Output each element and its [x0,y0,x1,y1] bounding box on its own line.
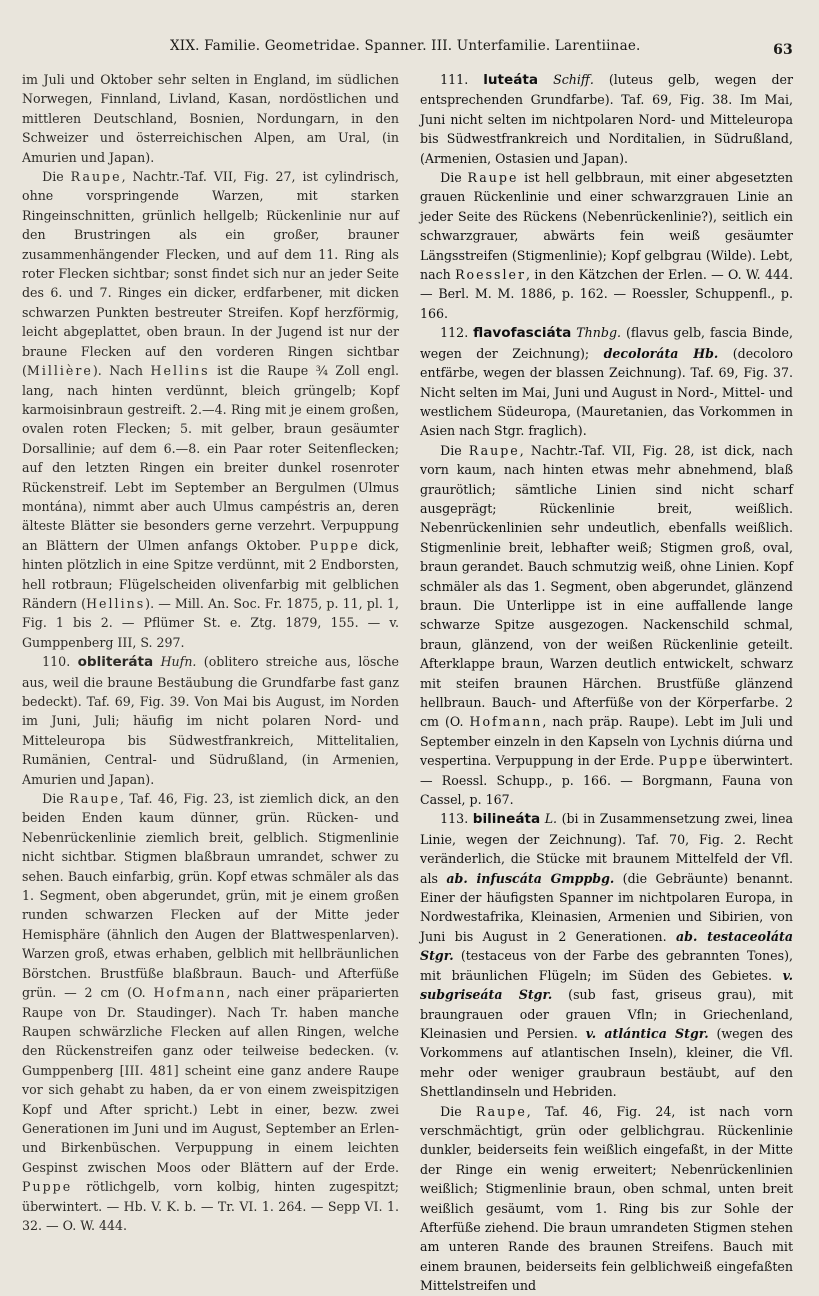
text-run: (die Gebräunte) benannt. Einer der häufigsten Spanner im nichtpolaren Europa, in Nordwestafrika, Kleinasien, Armenien und Sibirien, von Juni bis August in 2 Generationen. [420,870,793,944]
text-run: rötlichgelb, vorn kolbig, hinten zugespitzt; überwintert. — Hb. V. K. b. — Tr. VI. 1. 264. — Sepp VI. 1. 32. — O. W. 444. [22,1179,399,1233]
running-title: XIX. Familie. Geometridae. Spanner. III. Unterfamilie. Larentiinae. [170,38,641,54]
entry-number: 111. [440,72,484,87]
text-run: überwintert. — Roessl. Schupp., p. 166. — Borgmann, Fauna von Cassel, p. 167. [420,753,793,808]
text-run: , in den Kätzchen der Erlen. — O. W. 444. — Berl. M. M. 1886, p. 162. — Roessler, Schuppenfl., p. 166. [420,267,793,321]
text-run: (testaceus von der Farbe des gebrannten Tones), mit bräunlichen Flügeln; im Süden des Gebietes. [420,948,793,983]
species-author: Schiff. [538,72,594,87]
species-name: luteáta [483,72,539,88]
left-column [22,70,400,1233]
species-name: obliteráta [77,654,154,671]
column-gutter [408,70,409,1190]
aberration-name: ab. testaceoláta Stgr. [420,928,793,964]
text-run: , Taf. 46, Fig. 24, ist nach vorn verschmächtigt, grün oder gelblichgrau. Rückenlinie dunkler, beiderseits fein weißlich eingefaßt, in der Mitte der Ringe ein wenig erweitert; Nebenrückenlinien weißlich; Stigmenlinie braun, oben schmal, unten breit weißlich gesäumt, vom 1. Ring bis zur Sohle der Afterfüße ziehend. Die braun umrandeten Stigmen stehen am unteren Rande des braunen Streifens. Bauch mit einem braunen, beiderseits fein gelblichweiß eingefaßten Mittelstreifen und [420,1103,793,1294]
synonym-name: decoloráta Hb. [603,345,719,361]
text-run: , nach einer präparierten Raupe von Dr. Staudinger). Nach Tr. haben manche Raupen schwärzliche Flecken auf allen Ringen, welche den Rückenstreifen ganz oder teilweise bedecken. (v. Gumppenberg [III. 481] scheint eine ganz andere Raupe vor sich gehabt zu haben, da er von einem zweispitzigen Kopf und After spricht.) Lebt in einer, bezw. zwei Generationen im Juni und im August, September an Erlen- und Birkenbüschen. Verpuppung in einem leichten Gespinst zwischen Moos oder Blättern auf der Erde. [22,985,399,1175]
paragraph-continuation: im Juli und Oktober sehr selten in England, im südlichen Norwegen, Finnland, Livland, Kasan, nordöstlichen und mittleren Deutschland, Bosnien, Nordungarn, in den Schweizer und österreichischen Alpen, am Ural, (in Amurien und Japan). [22,72,399,165]
text-run: Die [440,170,468,186]
page-number: 63 [773,42,793,58]
text-run: (oblitero streiche aus, lösche aus, weil die braune Bestäubung die Grundfarbe fast ganz bedeckt). Taf. 69, Fig. 39. Von Mai bis August, im Norden im Juni, Juli; häufig im nicht polaren Nord- und Mitteleuropa bis Südwestfrankreich, Mittelitalien, Rumänien, Central- und Südrußland, (in Armenien, Amurien und Japan). [22,654,400,787]
species-author: Hufn. [153,654,197,670]
running-header [0,30,819,60]
species-entry-110 [22,652,399,789]
text-run: , nach präp. Raupe). Lebt im Juli und September einzeln in den Kapseln von Lychnis diúrna und vespertina. Verpuppung in der Erde. [420,714,793,769]
text-run: ). — Mill. An. Soc. Fr. 1875, p. 11, pl. 1, Fig. 1 bis 2. — Pflümer St. e. Ztg. 1879, 155. — v. Gumppenberg III, S. 297. [22,595,399,650]
text-run: Die [440,442,469,458]
text-run: Die [42,791,70,807]
text-run: (sub fast, griseus grau), mit braungrauen oder grauen Vfln; in Griechenland, Kleinasien und Persien. [420,987,794,1041]
text-run: (flavus gelb, fascia Binde, wegen der Zeichnung); [420,325,794,361]
text-run: , Nachtr.-Taf. VII, Fig. 28, ist dick, nach vorn kaum, nach hinten etwas mehr abnehmend, blaß graurötlich; sämtliche Linien sind nicht scharf ausgeprägt; Rückenlinie breit, weißlich. Nebenrückenlinien sehr undeutlich, ebenfalls weißlich. Stigmenlinie breit, lebhafter weiß; Stigmen groß, oval, braun gerandet. Bauch schmutzig weiß, ohne Linien. Kopf schmäler als das 1. Segment, oben abgerundet, glänzend braun. Die Unterlippe ist in eine auffallende lange schwarze Spitze ausgezogen. Nackenschild schmal, braun, glänzend, von der weißen Rückenlinie geteilt. Afterklappe braun, Warzen deutlich entwickelt, schwarz mit steifen braunen Härchen. Brustfüße glänzend hellbraun. Bauch- und Afterfüße von der Körperfarbe. 2 cm (O. [420,442,793,730]
author-milliere: Millière [26,363,93,379]
author-hellins: Hellins [86,595,146,611]
paragraph-larva-description [420,441,793,810]
paragraph-larva-description [420,168,793,323]
author-hofmann: Hofmann [469,714,543,730]
entry-number: 113. [440,811,473,827]
entry-number: 110. [42,654,78,670]
text-run: (wegen des Vorkommens auf atlantischen Inseln), kleiner, die Vfl. mehr oder weniger graubraun bestäubt, auf den Shettlandinseln und Hebriden. [420,1025,793,1100]
text-run: ist hell gelbbraun, mit einer abgesetzten grauen Rückenlinie und einer schwarzgrauen Linie an jeder Seite des Rückens (Nebenrückenlinie?), seitlich ein schwarzgrauer, abwärts fein weiß gesäumter Längsstreifen (Stigmenlinie); Kopf gelbgrau (Wilde). Lebt, nach [420,170,793,283]
paragraph-larva-description [420,1102,793,1296]
text-run: (luteus gelb, wegen der entsprechenden Grundfarbe). Taf. 69, Fig. 38. Im Mai, Juni nicht selten im nichtpolaren Nord- und Mitteleuropa bis Südwestfrankreich und Norditalien, in Südrußland, (Armenien, Ostasien und Japan). [420,72,794,166]
keyword-raupe: Raupe [69,791,120,807]
author-hofmann: Hofmann [153,985,227,1001]
text-run: dick, hinten plötzlich in eine Spitze verdünnt, mit 2 Endborsten, hell rotbraun; Flügelscheiden olivenfarbig mit gelblichen Rändern ( [22,537,399,611]
species-entry-111 [420,70,793,168]
keyword-puppe: Puppe [309,537,360,553]
text-run: ist die Raupe ¾ Zoll engl. lang, nach hinten verdünnt, bleich grüngelb; Kopf karmoisinbraun gestreift. 2.—4. Ring mit je einem großen, ovalen roten Flecken; 5. mit gelber, braun gesäumter Dorsallinie; auf dem 6.—8. ein Paar roter Seitenflecken; auf den letzten Ringen ein breiter dunkel rosenroter Rückenstreif. Lebt im September an Bergulmen (Ulmus montána), nimmt aber auch Ulmus campéstris an, deren älteste Blätter sie besonders gerne verzehrt. Verpuppung an Blättern der Ulmen anfangs Oktober. [22,363,399,553]
text-run: (decoloro entfärbe, wegen der blassen Zeichnung). Taf. 69, Fig. 37. Nicht selten im Mai, Juni und August in Nord-, Mittel- und westlichem Südeuropa, (Mauretanien, das Vorkommen in Asien nach Stgr. fraglich). [420,345,793,439]
species-entry-112 [420,323,793,440]
text-run: ). Nach [92,363,151,379]
author-hellins: Hellins [150,363,210,379]
author-roessler: Roessler [455,267,527,283]
aberration-name: ab. infuscáta Gmppbg. [446,870,615,886]
variety-name: v. subgriseáta Stgr. [420,967,793,1003]
text-run: Die [440,1103,476,1119]
text-run: Die [42,169,71,185]
keyword-raupe: Raupe [468,442,520,458]
keyword-puppe: Puppe [658,753,709,769]
species-entry-113 [420,809,793,1101]
paragraph-larva-description [22,789,399,1235]
text-run: (bi in Zusammensetzung zwei, linea Linie, wegen der Zeichnung). Taf. 70, Fig. 2. Recht veränderlich, die Stücke mit braunem Mittelfeld der Vfl. als [420,811,793,886]
species-author: L. [540,811,558,827]
keyword-raupe: Raupe [475,1103,527,1119]
paragraph-larva-description [22,167,399,652]
keyword-raupe: Raupe [467,170,519,186]
text-run: , Nachtr.-Taf. VII, Fig. 27, ist cylindrisch, ohne vorspringende Warzen, mit starken Ringeinschnitten, grünlich hellgelb; Rückenlinie nur auf den Brustringen als ein großer, brauner zusammenhängender Flecken, und auf dem 11. Ring als roter Flecken sichtbar; sonst findet sich nur an jeder Seite des 6. und 7. Ringes ein dicker, erdfarbener, mit dicken schwarzen Punkten bestreuter Streifen. Kopf herzförmig, leicht abgeplattet, oben braun. In der Jugend ist nur der braune Flecken auf den vorderen Ringen sichtbar ( [22,169,399,379]
variety-name: v. atlántica Stgr. [585,1025,709,1041]
text-run: , Taf. 46, Fig. 23, ist ziemlich dick, an den beiden Enden kaum dünner, grün. Rücken- und Nebenrückenlinie ziemlich breit, gelblich. Stigmenlinie nicht sichtbar. Stigmen blaßbraun umrandet, schwer zu sehen. Bauch einfarbig, grün. Kopf etwas schmäler als das 1. Segment, oben abgerundet, grün, mit je einem großen runden schwarzen Flecken auf der Mitte jeder Hemisphäre (ähnlich den Augen der Blattwespenlarven). Warzen groß, etwas erhaben, gelblich mit hellbräunlichen Börstchen. Brustfüße blaßbraun. Bauch- und Afterfüße grün. — 2 cm (O. [22,791,399,1001]
species-name: flavofasciáta [473,325,572,342]
entry-number: 112. [440,325,474,341]
species-author: Thnbg. [571,325,622,341]
species-name: bilineáta [472,811,541,828]
keyword-raupe: Raupe [70,169,122,185]
keyword-puppe: Puppe [22,1179,73,1195]
right-column [420,70,794,1294]
